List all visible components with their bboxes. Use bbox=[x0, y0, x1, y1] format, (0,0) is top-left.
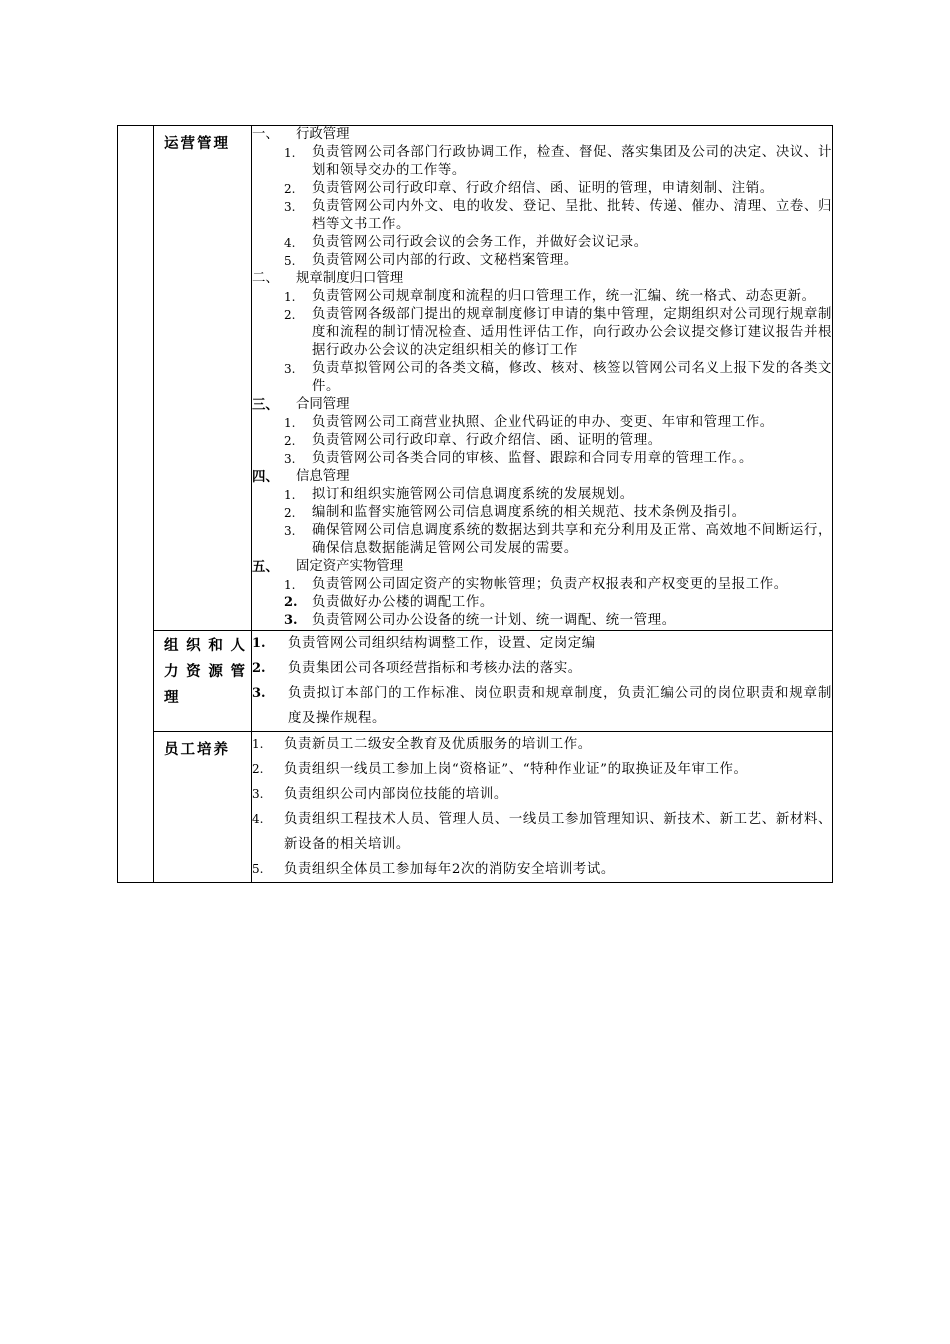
item-text: 负责管网公司各类合同的审核、监督、跟踪和合同专用章的管理工作。。 bbox=[312, 451, 753, 466]
content-cell bbox=[252, 631, 833, 732]
item-text: 负责管网公司内部的行政、文秘档案管理。 bbox=[312, 253, 578, 268]
category-cell bbox=[154, 126, 252, 631]
section-number: 三、 bbox=[252, 397, 279, 413]
category-label-line: 力资源管 bbox=[164, 663, 245, 680]
list-item bbox=[252, 857, 832, 882]
list-item bbox=[252, 612, 832, 630]
section bbox=[252, 126, 832, 270]
item-text: 编制和监督实施管网公司信息调度系统的相关规范、技术条例及指引。 bbox=[312, 505, 746, 520]
section-title bbox=[252, 396, 832, 414]
item-text: 负责管网各级部门提出的规章制度修订申请的集中管理，定期组织对公司现行规章制度和流程的制订情况检查、适用性评估工作，向行政办公会议提交修订建议报告并根据行政办公会议的决定组织相关的修订工作 bbox=[312, 307, 832, 358]
item-text: 拟订和组织实施管网公司信息调度系统的发展规划。 bbox=[312, 487, 634, 502]
item-text: 负责管网公司固定资产的实物帐管理；负责产权报表和产权变更的呈报工作。 bbox=[312, 577, 788, 592]
list-item bbox=[252, 732, 832, 757]
section-title-text: 合同管理 bbox=[296, 397, 350, 412]
list-item bbox=[252, 807, 832, 857]
item-number: 1. bbox=[284, 578, 296, 592]
list-item bbox=[252, 288, 832, 306]
item-text: 负责草拟管网公司的各类文稿，修改、核对、核签以管网公司名义上报下发的各类文件。 bbox=[312, 361, 832, 394]
list-item bbox=[252, 360, 832, 396]
section-number: 一、 bbox=[252, 127, 279, 142]
content-cell bbox=[252, 126, 833, 631]
item-number: 2. bbox=[284, 506, 296, 520]
category-cell bbox=[154, 631, 252, 732]
item-text: 负责组织公司内部岗位技能的培训。 bbox=[284, 787, 508, 802]
item-text: 负责管网公司组织结构调整工作，设置、定岗定编 bbox=[288, 636, 596, 651]
section-title-text: 信息管理 bbox=[296, 469, 350, 484]
section-number: 二、 bbox=[252, 271, 279, 286]
item-number: 3. bbox=[284, 613, 298, 628]
item-number: 1. bbox=[284, 488, 296, 502]
list-item bbox=[252, 450, 832, 468]
list-item bbox=[252, 757, 832, 782]
category-label: 员工培养 bbox=[164, 741, 230, 758]
list-item bbox=[252, 252, 832, 270]
item-number: 2. bbox=[252, 762, 264, 776]
item-number: 3. bbox=[284, 452, 296, 466]
item-number: 1. bbox=[252, 636, 266, 651]
item-number: 2. bbox=[284, 182, 296, 196]
item-text: 负责组织一线员工参加上岗“资格证”、“特种作业证”的取换证及年审工作。 bbox=[284, 762, 748, 777]
list-item bbox=[252, 486, 832, 504]
list-item bbox=[252, 594, 832, 612]
section-title bbox=[252, 126, 832, 144]
item-number: 4. bbox=[252, 812, 264, 826]
item-text: 负责管网公司行政印章、行政介绍信、函、证明的管理，申请刻制、注销。 bbox=[312, 181, 774, 196]
item-text: 负责做好办公楼的调配工作。 bbox=[312, 595, 494, 610]
item-number: 1. bbox=[252, 737, 264, 751]
item-number: 1. bbox=[284, 416, 296, 430]
table-row-hr bbox=[118, 631, 833, 732]
item-text: 负责新员工二级安全教育及优质服务的培训工作。 bbox=[284, 737, 592, 752]
item-number: 3. bbox=[284, 200, 296, 214]
item-number: 3. bbox=[284, 362, 296, 376]
item-number: 2. bbox=[284, 434, 296, 448]
section-number: 五、 bbox=[252, 559, 279, 575]
item-number: 2. bbox=[284, 308, 296, 322]
item-number: 5. bbox=[252, 862, 264, 876]
category-label bbox=[154, 631, 251, 711]
section-title-text: 规章制度归口管理 bbox=[296, 271, 404, 286]
table-row-operations bbox=[118, 126, 833, 631]
blank-column-cell bbox=[118, 126, 154, 883]
list-item bbox=[252, 432, 832, 450]
list-item bbox=[252, 782, 832, 807]
item-number: 2. bbox=[252, 661, 266, 676]
category-label-line: 组织和人 bbox=[164, 637, 245, 654]
list-item bbox=[252, 198, 832, 234]
item-number: 5. bbox=[284, 254, 296, 268]
list-item bbox=[252, 681, 832, 731]
list-item bbox=[252, 414, 832, 432]
list-item bbox=[252, 180, 832, 198]
list-item bbox=[252, 306, 832, 360]
item-number: 3. bbox=[252, 686, 266, 701]
item-text: 负责管网公司内外文、电的收发、登记、呈批、批转、传递、催办、清理、立卷、归档等文书工作。 bbox=[312, 199, 832, 232]
item-number: 2. bbox=[284, 595, 298, 610]
item-number: 3. bbox=[284, 524, 296, 538]
list-item bbox=[252, 631, 832, 656]
item-text: 负责组织全体员工参加每年2次的消防安全培训考试。 bbox=[284, 862, 615, 877]
duty-table bbox=[117, 125, 833, 883]
section-title bbox=[252, 558, 832, 576]
item-text: 负责管网公司行政会议的会务工作，并做好会议记录。 bbox=[312, 235, 648, 250]
section bbox=[252, 468, 832, 558]
list-item bbox=[252, 522, 832, 558]
item-text: 负责拟订本部门的工作标准、岗位职责和规章制度，负责汇编公司的岗位职责和规章制度及操作规程。 bbox=[288, 686, 832, 726]
item-text: 确保管网公司信息调度系统的数据达到共享和充分利用及正常、高效地不间断运行，确保信息数据能满足管网公司发展的需要。 bbox=[312, 523, 832, 556]
list-item bbox=[252, 504, 832, 522]
section-title-text: 固定资产实物管理 bbox=[296, 559, 404, 574]
section-title bbox=[252, 468, 832, 486]
section-title-text: 行政管理 bbox=[296, 127, 350, 142]
content-cell bbox=[252, 732, 833, 883]
item-number: 4. bbox=[284, 236, 296, 250]
item-text: 负责管网公司办公设备的统一计划、统一调配、统一管理。 bbox=[312, 613, 676, 628]
item-text: 负责管网公司规章制度和流程的归口管理工作，统一汇编、统一格式、动态更新。 bbox=[312, 289, 816, 304]
category-label: 运营管理 bbox=[164, 135, 230, 152]
category-label-line: 理 bbox=[164, 689, 179, 706]
section-title bbox=[252, 270, 832, 288]
list-item bbox=[252, 656, 832, 681]
item-text: 负责组织工程技术人员、管理人员、一线员工参加管理知识、新技术、新工艺、新材料、新设备的相关培训。 bbox=[284, 812, 832, 852]
section bbox=[252, 558, 832, 630]
section-number: 四、 bbox=[252, 469, 279, 485]
item-text: 负责集团公司各项经营指标和考核办法的落实。 bbox=[288, 661, 582, 676]
item-number: 1. bbox=[284, 146, 296, 160]
list-item bbox=[252, 144, 832, 180]
item-text: 负责管网公司行政印章、行政介绍信、函、证明的管理。 bbox=[312, 433, 662, 448]
item-text: 负责管网公司工商营业执照、企业代码证的申办、变更、年审和管理工作。 bbox=[312, 415, 774, 430]
section bbox=[252, 270, 832, 396]
item-text: 负责管网公司各部门行政协调工作，检查、督促、落实集团及公司的决定、决议、计划和领导交办的工作等。 bbox=[312, 145, 832, 178]
section bbox=[252, 396, 832, 468]
item-number: 3. bbox=[252, 787, 264, 801]
item-number: 1. bbox=[284, 290, 296, 304]
list-item bbox=[252, 234, 832, 252]
category-cell bbox=[154, 732, 252, 883]
table-row-training bbox=[118, 732, 833, 883]
list-item bbox=[252, 576, 832, 594]
